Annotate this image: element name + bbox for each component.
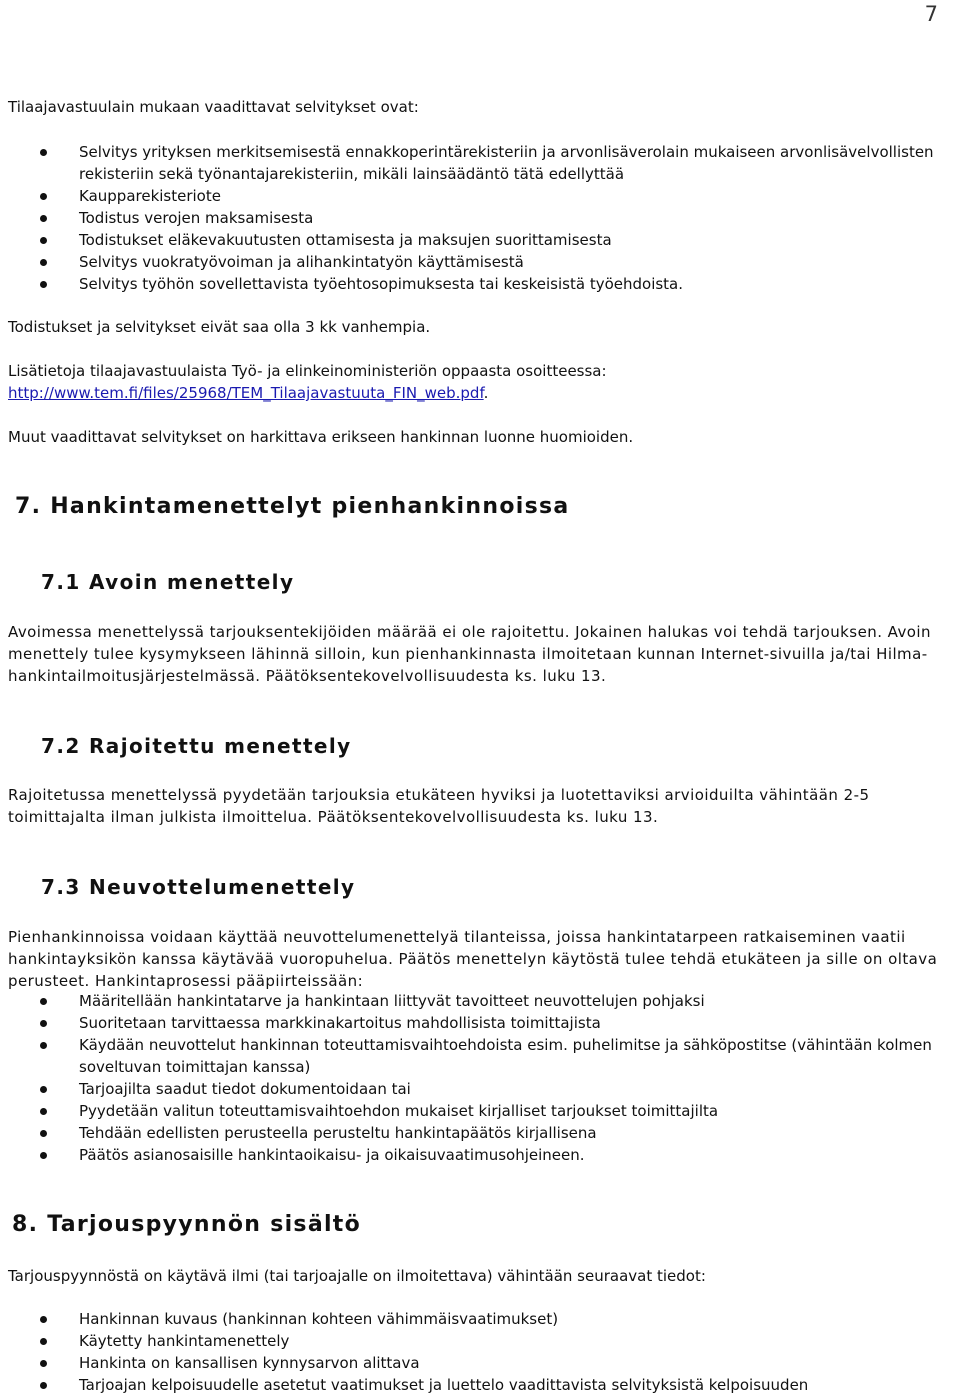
age-note-block <box>8 316 953 338</box>
list-item-text: Päätös asianosaisille hankintaoikaisu- ja oikaisuvaatimusohjeineen. <box>79 1146 585 1164</box>
bullet-icon <box>40 193 47 200</box>
list-item-text: Kaupparekisteriote <box>79 187 221 205</box>
section-7-3-text-block <box>8 926 953 990</box>
rfq-contents-list <box>8 1308 953 1396</box>
rfq-contents-list-block <box>8 1308 953 1395</box>
list-item <box>8 1034 953 1078</box>
bullet-icon <box>40 1360 47 1367</box>
list-item-text: Pyydetään valitun toteuttamisvaihtoehdon mukaiset kirjalliset tarjoukset toimittajilta <box>79 1102 719 1120</box>
bullet-icon <box>40 1086 47 1093</box>
bullet-icon <box>40 259 47 266</box>
bullet-icon <box>40 1108 47 1115</box>
bullet-icon <box>40 237 47 244</box>
intro-heading: Tilaajavastuulain mukaan vaadittavat selvitykset ovat: <box>8 98 419 116</box>
list-item <box>8 229 953 251</box>
list-item-text: Käytetty hankintamenettely <box>79 1332 290 1350</box>
section-8-title: 8. Tarjouspyynnön sisältö <box>12 1212 362 1237</box>
bullet-icon <box>40 1130 47 1137</box>
list-item <box>8 1078 953 1100</box>
bullet-icon <box>40 281 47 288</box>
more-info-text: Lisätietoja tilaajavastuulaista Työ- ja elinkeinoministeriön oppaasta osoitteessa: <box>8 362 607 380</box>
bullet-icon <box>40 215 47 222</box>
intro-heading-block <box>8 96 953 118</box>
bullet-icon <box>40 1020 47 1027</box>
section-7-title: 7. Hankintamenettelyt pienhankinnoissa <box>15 494 570 519</box>
list-item <box>8 141 953 185</box>
list-item-text: Selvitys vuokratyövoiman ja alihankintatyön käyttämisestä <box>79 253 524 271</box>
list-item-text: Selvitys yrityksen merkitsemisestä ennakkoperintärekisteriin ja arvonlisäverolain mukaiseen arvonlisävelvollisten rekisteriin sekä työnantajarekisteriin, mikäli lainsäädäntö tätä edellyttää <box>79 143 934 183</box>
list-item-text: Todistukset eläkevakuutusten ottamisesta ja maksujen suorittamisesta <box>79 231 612 249</box>
list-item-text: Määritellään hankintatarve ja hankintaan liittyvät tavoitteet neuvottelujen pohjaksi <box>79 992 705 1010</box>
list-item-text: Selvitys työhön sovellettavista työehtosopimuksesta tai keskeisistä työehdoista. <box>79 275 684 293</box>
list-item <box>8 1012 953 1034</box>
section-8-text-block <box>8 1265 953 1287</box>
list-item <box>8 251 953 273</box>
list-item-text: Käydään neuvottelut hankinnan toteuttamisvaihtoehdoista esim. puhelimitse ja sähköpostitse (vähintään kolmen soveltuvan toimittajan kanssa) <box>79 1036 932 1076</box>
bullet-icon <box>40 1338 47 1345</box>
list-item-text: Tarjoajan kelpoisuudelle asetetut vaatimukset ja luettelo vaadittavista selvityksistä kelpoisuuden <box>79 1376 809 1394</box>
process-list <box>8 990 953 1166</box>
section-7-1-title: 7.1 Avoin menettely <box>41 570 295 594</box>
more-info-block <box>8 360 953 404</box>
list-item <box>8 273 953 295</box>
section-7-1-text-block <box>8 621 953 687</box>
page-number: 7 <box>924 2 938 26</box>
requirements-list <box>8 141 953 295</box>
tem-guide-link[interactable]: http://www.tem.fi/files/25968/TEM_Tilaajavastuuta_FIN_web.pdf <box>8 384 484 402</box>
other-note-block <box>8 426 953 448</box>
list-item <box>8 1374 953 1396</box>
section-7-3-title: 7.3 Neuvottelumenettely <box>41 875 356 899</box>
list-item <box>8 1144 953 1166</box>
section-7-2-text: Rajoitetussa menettelyssä pyydetään tarjouksia etukäteen hyviksi ja luotettaviksi arvioiduilta vähintään 2-5 toimittajalta ilman julkista ilmoittelua. Päätöksentekovelvollisuudesta ks. luku 13. <box>8 786 870 826</box>
section-7-3-heading-block <box>8 874 953 900</box>
section-8-heading-block <box>12 1211 957 1239</box>
list-item-text: Tehdään edellisten perusteella perusteltu hankintapäätös kirjallisena <box>79 1124 597 1142</box>
section-7-1-heading-block <box>8 569 953 595</box>
list-item-text: Hankinnan kuvaus (hankinnan kohteen vähimmäisvaatimukset) <box>79 1310 559 1328</box>
bullet-icon <box>40 998 47 1005</box>
list-item <box>8 990 953 1012</box>
list-item <box>8 1100 953 1122</box>
list-item-text: Suoritetaan tarvittaessa markkinakartoitus mahdollisista toimittajista <box>79 1014 601 1032</box>
section-8-text: Tarjouspyynnöstä on käytävä ilmi (tai tarjoajalle on ilmoitettava) vähintään seuraavat tiedot: <box>8 1267 706 1285</box>
age-note: Todistukset ja selvitykset eivät saa olla 3 kk vanhempia. <box>8 318 431 336</box>
section-7-2-heading-block <box>8 733 953 759</box>
bullet-icon <box>40 1042 47 1049</box>
section-7-2-text-block <box>8 784 953 828</box>
bullet-icon <box>40 149 47 156</box>
list-item <box>8 1330 953 1352</box>
list-item <box>8 1122 953 1144</box>
requirements-list-block <box>8 141 953 295</box>
section-7-1-text: Avoimessa menettelyssä tarjouksentekijöiden määrää ei ole rajoitettu. Jokainen halukas voi tehdä tarjouksen. Avoin menettely tulee kysymykseen lähinnä silloin, kun pienhankinnasta ilmoitetaan kunnan Internet-sivuilla ja/tai Hilma-hankintailmoitusjärjestelmässä. Päätöksentekovelvollisuudesta ks. luku 13. <box>8 623 931 685</box>
list-item-text: Hankinta on kansallisen kynnysarvon alittava <box>79 1354 420 1372</box>
list-item <box>8 185 953 207</box>
list-item <box>8 207 953 229</box>
link-suffix: . <box>483 384 489 402</box>
list-item-text: Tarjoajilta saadut tiedot dokumentoidaan tai <box>79 1080 411 1098</box>
list-item <box>8 1308 953 1330</box>
bullet-icon <box>40 1152 47 1159</box>
bullet-icon <box>40 1382 47 1389</box>
list-item-text: Todistus verojen maksamisesta <box>79 209 314 227</box>
process-list-block <box>8 990 953 1166</box>
other-note: Muut vaadittavat selvitykset on harkittava erikseen hankinnan luonne huomioiden. <box>8 428 634 446</box>
section-7-heading-block <box>15 493 960 521</box>
section-7-2-title: 7.2 Rajoitettu menettely <box>41 734 352 758</box>
bullet-icon <box>40 1316 47 1323</box>
section-7-3-text: Pienhankinnoissa voidaan käyttää neuvottelumenettelyä tilanteissa, joissa hankintatarpeen ratkaiseminen vaatii hankintayksikön kanssa käytävää vuoropuhelua. Päätös menettelyn käytöstä tulee tehdä etukäteen ja sille on oltava perusteet. Hankintaprosessi pääpiirteissään: <box>8 928 938 990</box>
list-item <box>8 1352 953 1374</box>
